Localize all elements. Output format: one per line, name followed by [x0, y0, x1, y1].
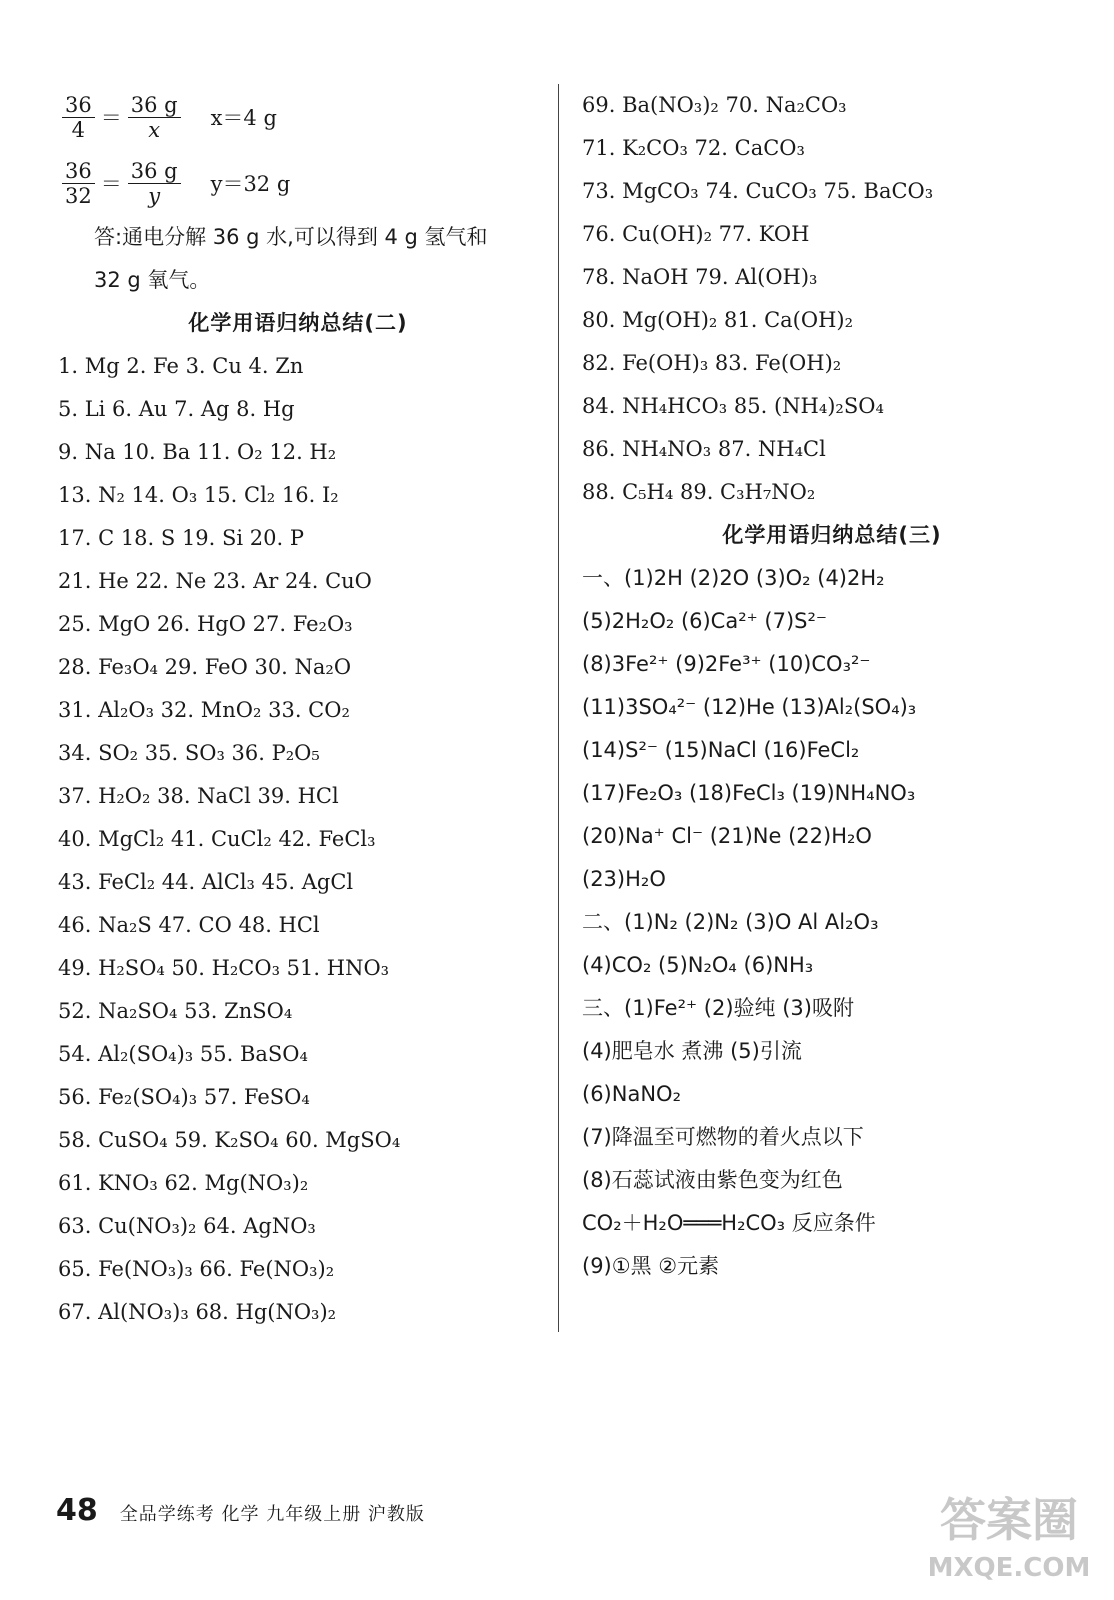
answer-line: 46. Na₂S 47. CO 48. HCl	[58, 913, 320, 937]
answer-line: 17. C 18. S 19. Si 20. P	[58, 526, 305, 550]
answer-line: 76. Cu(OH)₂ 77. KOH	[582, 222, 810, 246]
answer-line: (7)降温至可燃物的着火点以下	[582, 1125, 864, 1149]
answer-line: 37. H₂O₂ 38. NaCl 39. HCl	[58, 784, 339, 808]
answer-line: 28. Fe₃O₄ 29. FeO 30. Na₂O	[58, 655, 352, 679]
equation-2	[58, 150, 538, 216]
answer-list	[582, 557, 1082, 1288]
equals-sign: ＝	[100, 172, 122, 196]
left-column	[58, 84, 538, 1334]
answer-line: 71. K₂CO₃ 72. CaCO₃	[582, 136, 805, 160]
right-column	[582, 84, 1082, 1288]
answer-line: 52. Na₂SO₄ 53. ZnSO₄	[58, 999, 293, 1023]
equation-1	[58, 84, 538, 150]
answer-line: (8)3Fe²⁺ (9)2Fe³⁺ (10)CO₃²⁻	[582, 652, 871, 676]
answer-line: (11)3SO₄²⁻ (12)He (13)Al₂(SO₄)₃	[582, 695, 917, 719]
answer-line: (23)H₂O	[582, 867, 666, 891]
answer-line: 88. C₅H₄ 89. C₃H₇NO₂	[582, 480, 816, 504]
numerator: 36	[62, 159, 95, 184]
denominator: 4	[71, 117, 86, 142]
answer-line: 9. Na 10. Ba 11. O₂ 12. H₂	[58, 440, 337, 464]
answer-line: 84. NH₄HCO₃ 85. (NH₄)₂SO₄	[582, 394, 884, 418]
denominator: y	[148, 183, 161, 208]
answer-line: 49. H₂SO₄ 50. H₂CO₃ 51. HNO₃	[58, 956, 390, 980]
answer-line: 二、(1)N₂ (2)N₂ (3)O Al Al₂O₃	[582, 910, 879, 934]
fraction	[128, 159, 181, 208]
answer-line: (5)2H₂O₂ (6)Ca²⁺ (7)S²⁻	[582, 609, 827, 633]
answer-line: (17)Fe₂O₃ (18)FeCl₃ (19)NH₄NO₃	[582, 781, 916, 805]
answer-line: CO₂＋H₂O═══H₂CO₃ 反应条件	[582, 1211, 876, 1235]
answer-line: 67. Al(NO₃)₃ 68. Hg(NO₃)₂	[58, 1300, 337, 1324]
answer-line: (6)NaNO₂	[582, 1082, 681, 1106]
answer-line: (4)CO₂ (5)N₂O₄ (6)NH₃	[582, 953, 814, 977]
denominator: x	[148, 117, 161, 142]
watermark-logo	[924, 1478, 1094, 1588]
numerator: 36	[62, 93, 95, 118]
answer-line: 61. KNO₃ 62. Mg(NO₃)₂	[58, 1171, 309, 1195]
answer-line: 86. NH₄NO₃ 87. NH₄Cl	[582, 437, 826, 461]
answer-line: 21. He 22. Ne 23. Ar 24. CuO	[58, 569, 372, 593]
answer-line: 34. SO₂ 35. SO₃ 36. P₂O₅	[58, 741, 320, 765]
fraction	[62, 159, 95, 208]
column-divider	[558, 84, 559, 1332]
answer-list	[582, 84, 1082, 514]
book-title: 全品学练考 化学 九年级上册 沪教版	[119, 1504, 425, 1525]
section-heading: 化学用语归纳总结(三)	[722, 523, 942, 547]
denominator: 32	[65, 183, 92, 208]
answer-line: 78. NaOH 79. Al(OH)₃	[582, 265, 818, 289]
answer-line: 32 g 氧气。	[94, 268, 211, 292]
answer-line: (4)肥皂水 煮沸 (5)引流	[582, 1039, 802, 1063]
answer-line: (9)①黑 ②元素	[582, 1254, 720, 1278]
answer-line: (20)Na⁺ Cl⁻ (21)Ne (22)H₂O	[582, 824, 872, 848]
equation-result: x＝4 g	[210, 106, 277, 130]
answer-line: 一、(1)2H (2)2O (3)O₂ (4)2H₂	[582, 566, 885, 590]
answer-line: 答:通电分解 36 g 水,可以得到 4 g 氢气和	[94, 225, 488, 249]
numerator: 36 g	[128, 159, 181, 184]
answer-line: 69. Ba(NO₃)₂ 70. Na₂CO₃	[582, 93, 847, 117]
answer-line: 43. FeCl₂ 44. AlCl₃ 45. AgCl	[58, 870, 354, 894]
answer-line: 5. Li 6. Au 7. Ag 8. Hg	[58, 397, 295, 421]
answer-line: 56. Fe₂(SO₄)₃ 57. FeSO₄	[58, 1085, 310, 1109]
watermark-url: MXQE.COM	[927, 1553, 1091, 1583]
answer-line: 80. Mg(OH)₂ 81. Ca(OH)₂	[582, 308, 854, 332]
answer-line: 25. MgO 26. HgO 27. Fe₂O₃	[58, 612, 353, 636]
equals-sign: ＝	[100, 106, 122, 130]
answer-line: 三、(1)Fe²⁺ (2)验纯 (3)吸附	[582, 996, 854, 1020]
page-number: 48	[56, 1493, 98, 1528]
watermark-text: 答案圈	[940, 1493, 1078, 1547]
answer-line: 13. N₂ 14. O₃ 15. Cl₂ 16. I₂	[58, 483, 339, 507]
answer-line: 65. Fe(NO₃)₃ 66. Fe(NO₃)₂	[58, 1257, 335, 1281]
answer-line: 40. MgCl₂ 41. CuCl₂ 42. FeCl₃	[58, 827, 376, 851]
page-footer	[56, 1493, 425, 1533]
fraction	[128, 93, 181, 142]
answer-line: 54. Al₂(SO₄)₃ 55. BaSO₄	[58, 1042, 308, 1066]
answer-line: 73. MgCO₃ 74. CuCO₃ 75. BaCO₃	[582, 179, 934, 203]
answer-line: 31. Al₂O₃ 32. MnO₂ 33. CO₂	[58, 698, 350, 722]
fraction	[62, 93, 95, 142]
answer-line: (8)石蕊试液由紫色变为红色	[582, 1168, 843, 1192]
answer-line: 63. Cu(NO₃)₂ 64. AgNO₃	[58, 1214, 316, 1238]
equation-result: y＝32 g	[210, 172, 291, 196]
answer-line: (14)S²⁻ (15)NaCl (16)FeCl₂	[582, 738, 860, 762]
numerator: 36 g	[128, 93, 181, 118]
answer-line: 1. Mg 2. Fe 3. Cu 4. Zn	[58, 354, 304, 378]
answer-line: 82. Fe(OH)₃ 83. Fe(OH)₂	[582, 351, 842, 375]
answer-list	[58, 345, 538, 1334]
answer-line: 58. CuSO₄ 59. K₂SO₄ 60. MgSO₄	[58, 1128, 401, 1152]
section-heading: 化学用语归纳总结(二)	[188, 311, 408, 335]
